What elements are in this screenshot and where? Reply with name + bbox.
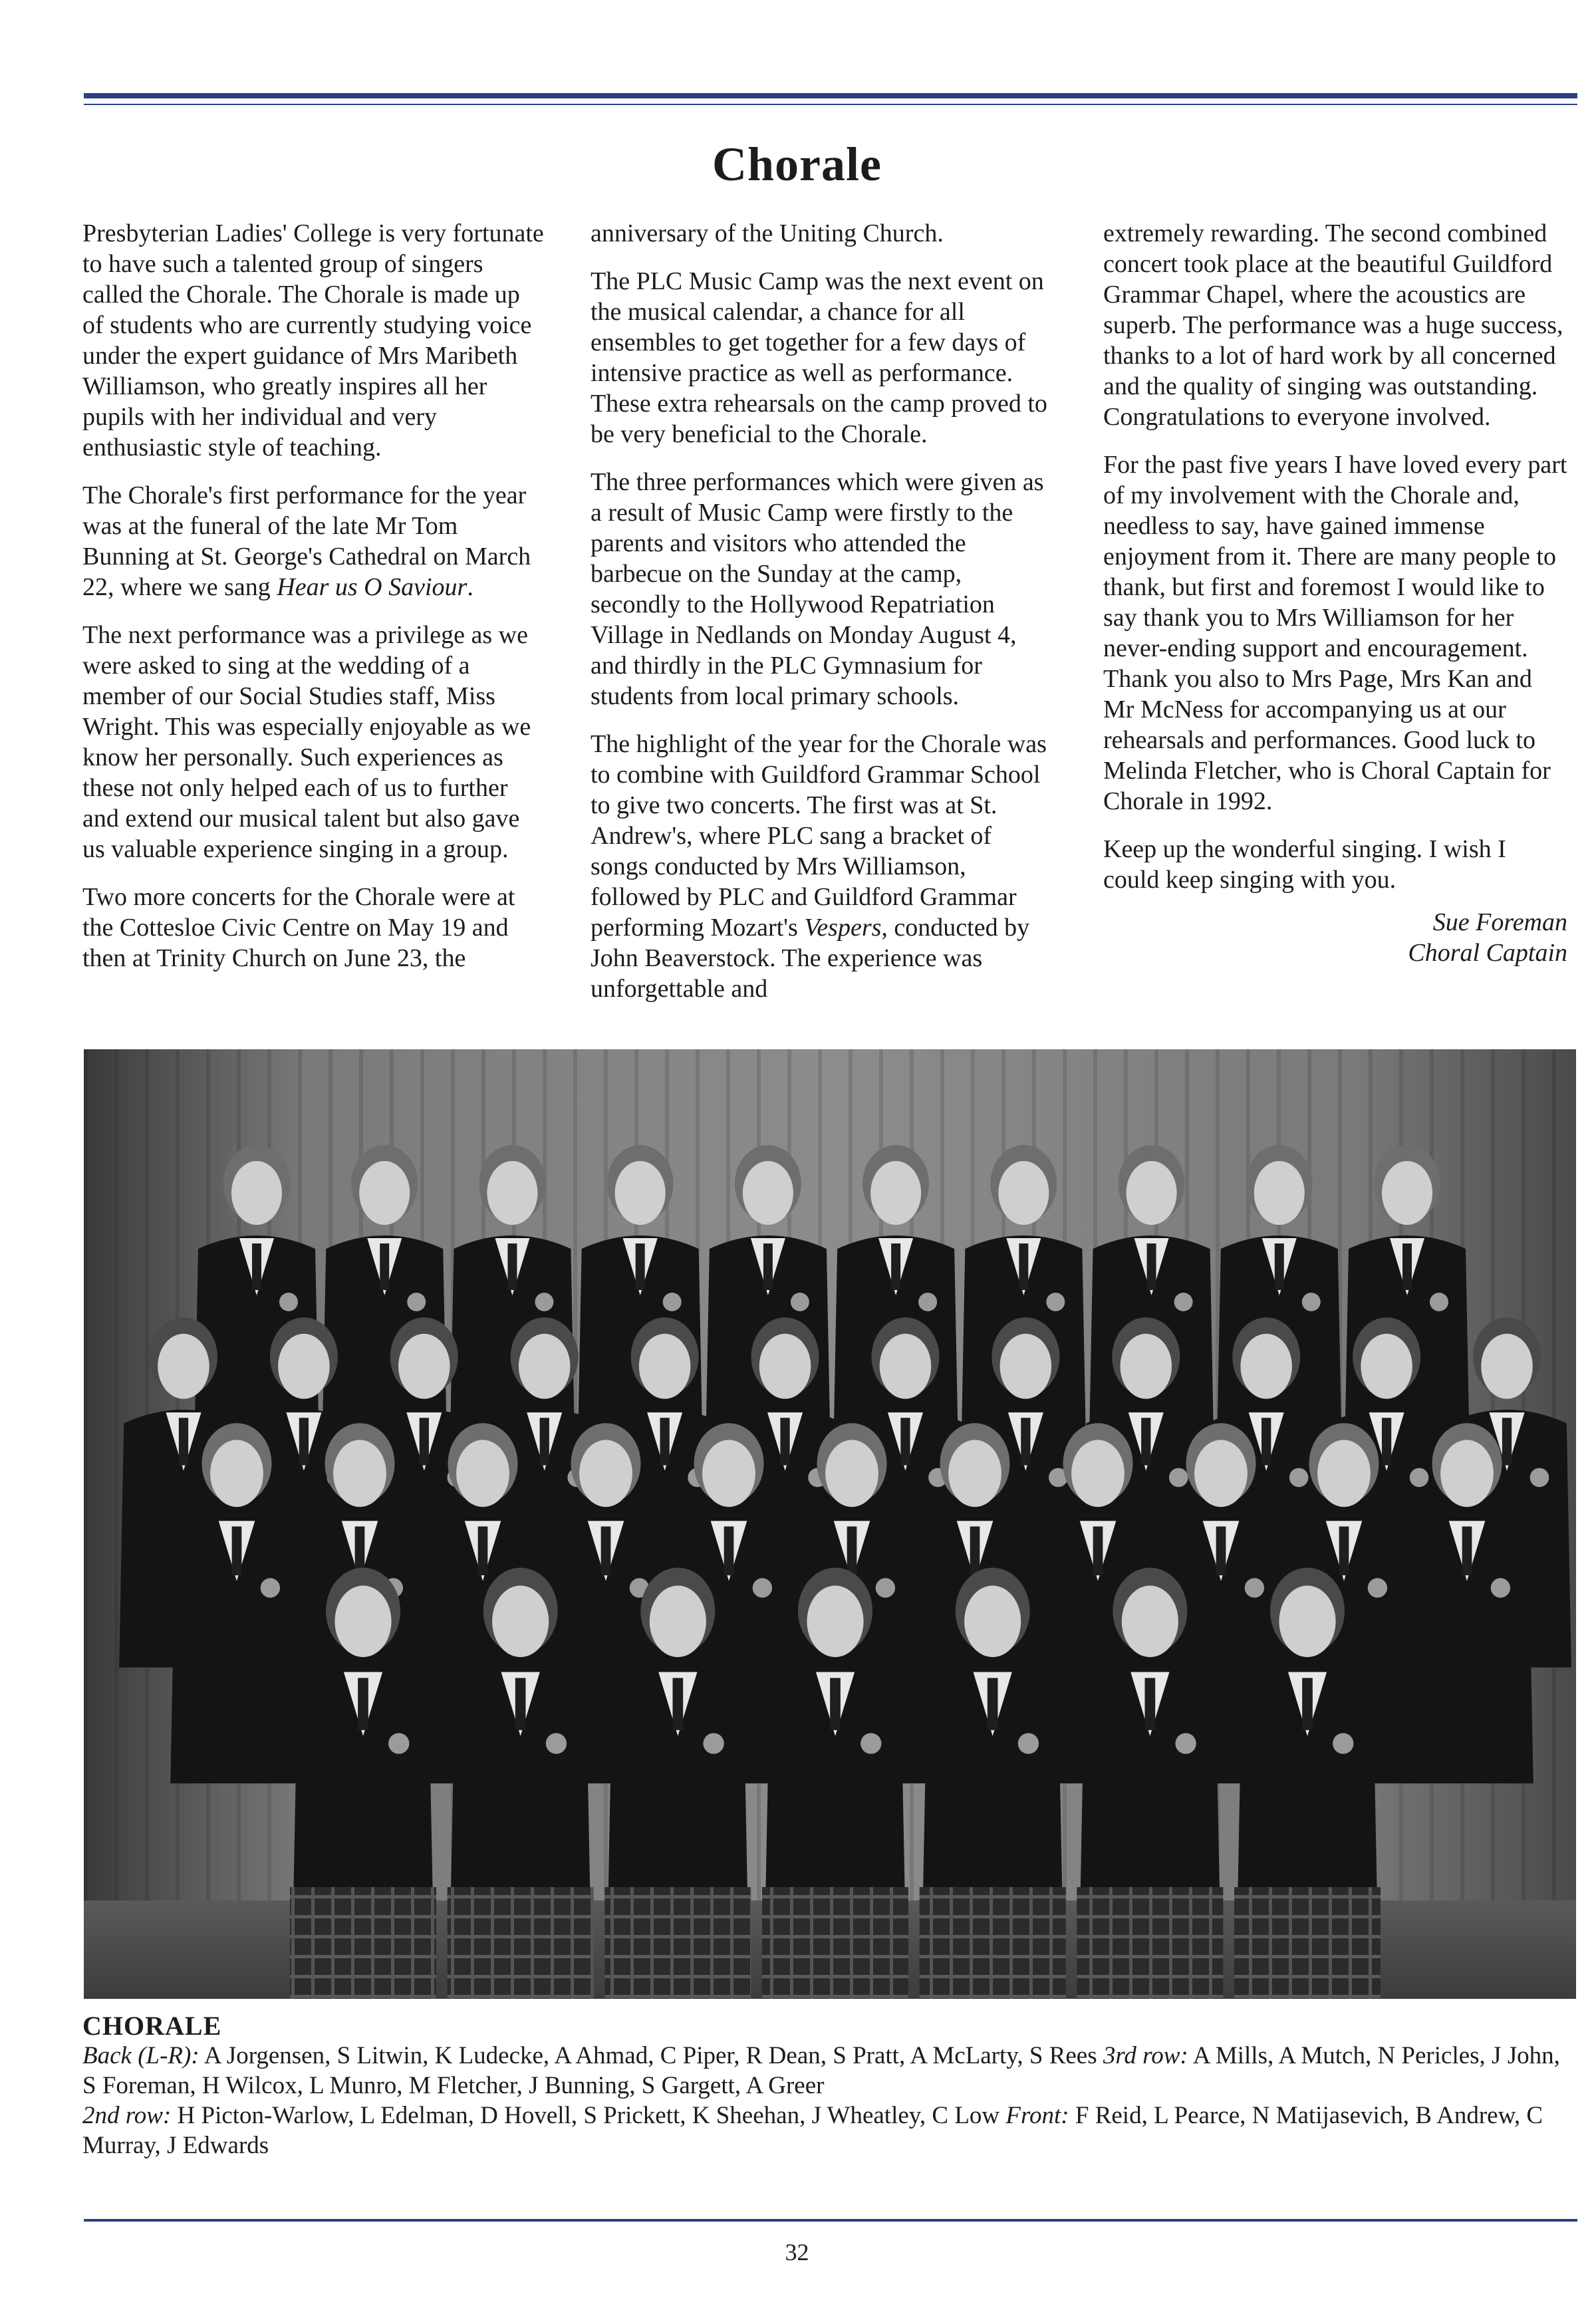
top-rule-thin xyxy=(84,104,1577,105)
caption-label-second: 2nd row: xyxy=(82,2102,172,2129)
paragraph: The next performance was a privilege as we were asked to sing at the wedding of a member of our Social Studies staff, Miss Wright. This was especially enjoyable as we know her personally. Such experiences as these not only helped each of us to further and extend our musical talent but also gave us valuable experience singing in a group. xyxy=(82,621,531,863)
group-photo-drawing xyxy=(84,1049,1576,1999)
caption-label-front: Front: xyxy=(1005,2102,1069,2129)
paragraph: For the past five years I have loved every part of my involvement with the Chorale and, needless to say, have gained immense enjoyment from it. There are many people to thank, but first and foremost I would like to say thank you to Mrs Williamson for her never-ending support and encouragement. Thank you also to Mrs Page, Mrs Kan and Mr McNess for accompanying us at our rehearsals and performances. Good luck to Melinda Fletcher, who is Choral Captain for Chorale in 1992. xyxy=(1103,451,1567,815)
page-number: 32 xyxy=(785,2239,809,2265)
paragraph: The three performances which were given as a result of Music Camp were firstly to the parents and visitors who attended the barbecue on the Sunday at the camp, secondly to the Hollywood Repatriation Village in Nedlands on Monday August 4, and thirdly in the PLC Gymnasium for students from local primary schools. xyxy=(591,468,1044,710)
tartan-skirt xyxy=(1077,1887,1223,1999)
work-title: Vespers xyxy=(804,914,882,942)
text-column-1 xyxy=(82,218,547,991)
tartan-skirt xyxy=(1234,1887,1381,1999)
paragraph: The highlight of the year for the Chorale was to combine with Guildford Grammar School to give two concerts. The first was at St. Andrew's, where PLC sang a bracket of songs conducted by Mrs Williamson, followed by PLC and Guildford Grammar performing Mozart's Vespers, conducted by John Beaverstock. The experience was unforgettable and xyxy=(591,730,1047,1003)
paragraph: Keep up the wonderful singing. I wish I could keep singing with you. xyxy=(1103,835,1506,894)
caption-label-third: 3rd row: xyxy=(1103,2042,1188,2069)
song-title: Hear us O Saviour xyxy=(277,573,467,601)
tartan-skirt xyxy=(920,1887,1066,1999)
caption-heading: CHORALE xyxy=(82,2011,222,2041)
signature-role: Choral Captain xyxy=(1408,939,1567,967)
text-column-3 xyxy=(1103,218,1567,968)
paragraph: anniversary of the Uniting Church. xyxy=(591,219,944,247)
caption-label-back: Back (L-R): xyxy=(82,2042,199,2069)
signature-name: Sue Foreman xyxy=(1432,908,1567,936)
paragraph: extremely rewarding. The second combined concert took place at the beautiful Guildford Grammar Chapel, where the acoustics are superb. The performance was a huge success, thanks to a lot of hard work by all concerned and the quality of singing was outstanding. Congratulations to everyone involved. xyxy=(1103,219,1563,431)
tartan-skirt xyxy=(604,1887,751,1999)
top-rule-thick xyxy=(84,93,1577,98)
caption-names: Back (L-R): A Jorgensen, S Litwin, K Ludecke, A Ahmad, C Piper, R Dean, S Pratt, A McLarty, S Rees 3rd row: A Mills, A Mutch, N Pericles, J John, S Foreman, H Wilcox, L Munro, M Fletcher, J Bunning, S Gargett, A Greer 2nd row: H Picton-Warlow, L Edelman, D Hovell, S Prickett, K Sheehan, J Wheatley, C Low Front: F Reid, L Pearce, N Matijasevich, B Andrew, C Murray, J Edwards xyxy=(82,2042,1560,2159)
paragraph: Presbyterian Ladies' College is very fortunate to have such a talented group of singers called the Chorale. The Chorale is made up of students who are currently studying voice under the expert guidance of Mrs Maribeth Williamson, who greatly inspires all her pupils with her individual and very enthusiastic style of teaching. xyxy=(82,219,544,461)
paragraph: The Chorale's first performance for the year was at the funeral of the late Mr Tom Bunning at St. George's Cathedral on March 22, where we sang Hear us O Saviour. xyxy=(82,481,531,601)
paragraph: The PLC Music Camp was the next event on the musical calendar, a chance for all ensembles to get together for a few days of intensive practice as well as performance. These extra rehearsals on the camp proved to be very beneficial to the Chorale. xyxy=(591,267,1047,448)
group-photo xyxy=(84,1049,1576,1999)
choir-members xyxy=(119,1145,1571,1999)
bottom-rule xyxy=(84,2219,1577,2222)
text-column-2 xyxy=(591,218,1055,1021)
photo-caption xyxy=(82,2011,1576,2160)
tartan-skirt xyxy=(762,1887,908,1999)
tartan-skirt xyxy=(448,1887,594,1999)
page-title: Chorale xyxy=(712,138,882,191)
tartan-skirt xyxy=(290,1887,436,1999)
paragraph: Two more concerts for the Chorale were at the Cottesloe Civic Centre on May 19 and then at Trinity Church on June 23, the xyxy=(82,883,515,972)
